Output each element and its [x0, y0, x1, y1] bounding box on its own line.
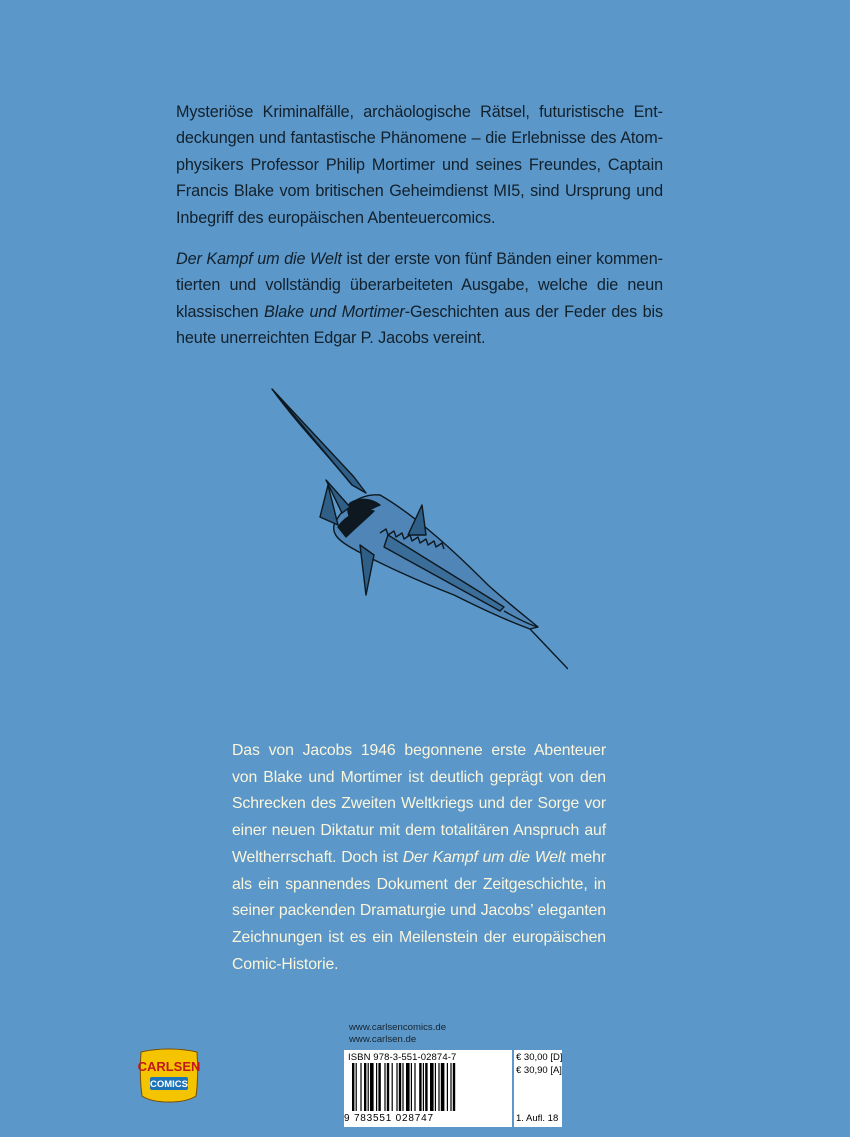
aircraft-illustration: [268, 385, 568, 675]
barcode-digits: 9 783551 028747: [344, 1113, 434, 1124]
summary-paragraph: [232, 738, 606, 978]
book-title-italic: Der Kampf um die Welt: [176, 250, 342, 268]
url-carlsencomics[interactable]: www.carlsencomics.de: [349, 1022, 447, 1033]
isbn-label: ISBN 978-3-551-02874-7: [348, 1052, 457, 1063]
price-austria: € 30,90 [A]: [516, 1065, 562, 1076]
series-paragraph: [176, 246, 663, 352]
carlsen-comics-logo: [138, 1046, 200, 1106]
summary-text-part2: mehr als ein spannendes Dokument der Zeitgeschichte, in seiner packenden Dramaturgie und Jacobs’ eleganten Zeichnungen ist es ein Meilenstein der europäischen Comic-Historie.: [232, 848, 606, 973]
series-text-part2: -Geschichten aus der Feder des bis heute unerreichten Edgar P. Jacobs vereint.: [176, 302, 663, 348]
summary-text-part1: Das von Jacobs 1946 begonnene erste Abenteuer von Blake und Mortimer ist deutlich geprägt von den Schrecken des Zweiten Weltkriegs und der Sorge vor einer neuen Diktatur mit dem totalitären Anspruch auf Weltherrschaft. Doch ist: [232, 742, 606, 866]
barcode-bars: [350, 1063, 506, 1113]
logo-carlsen-text: CARLSEN: [138, 1059, 200, 1074]
barcode: [344, 1050, 512, 1127]
url-carlsen[interactable]: www.carlsen.de: [349, 1034, 417, 1045]
intro-paragraph: [176, 99, 663, 231]
price-germany: € 30,00 [D]: [516, 1052, 563, 1063]
series-name-italic: Blake und Mortimer: [264, 302, 405, 321]
publisher-urls: [349, 1022, 446, 1046]
intro-text: Mysteriöse Kriminalfälle, archäologische Rätsel, futuristische Entdeckungen und fantastische Phänomene – die Erlebnisse des Atomphysikers Professor Philip Mortimer und seines Freundes, Captain Francis Blake vom britischen Geheimdienst MI5, sind Ursprung und Inbegriff des europäischen Abenteuercomics.: [176, 103, 663, 227]
edition-label: 1. Aufl. 18: [516, 1113, 559, 1124]
logo-comics-text: COMICS: [150, 1079, 188, 1090]
series-text-part1: ist der erste von fünf Bänden einer kommentierten und vollständig überarbeiteten Ausgabe, welche die neun klassischen: [176, 250, 663, 321]
price-box: [514, 1050, 562, 1127]
summary-title-italic: Der Kampf um die Welt: [402, 848, 566, 866]
